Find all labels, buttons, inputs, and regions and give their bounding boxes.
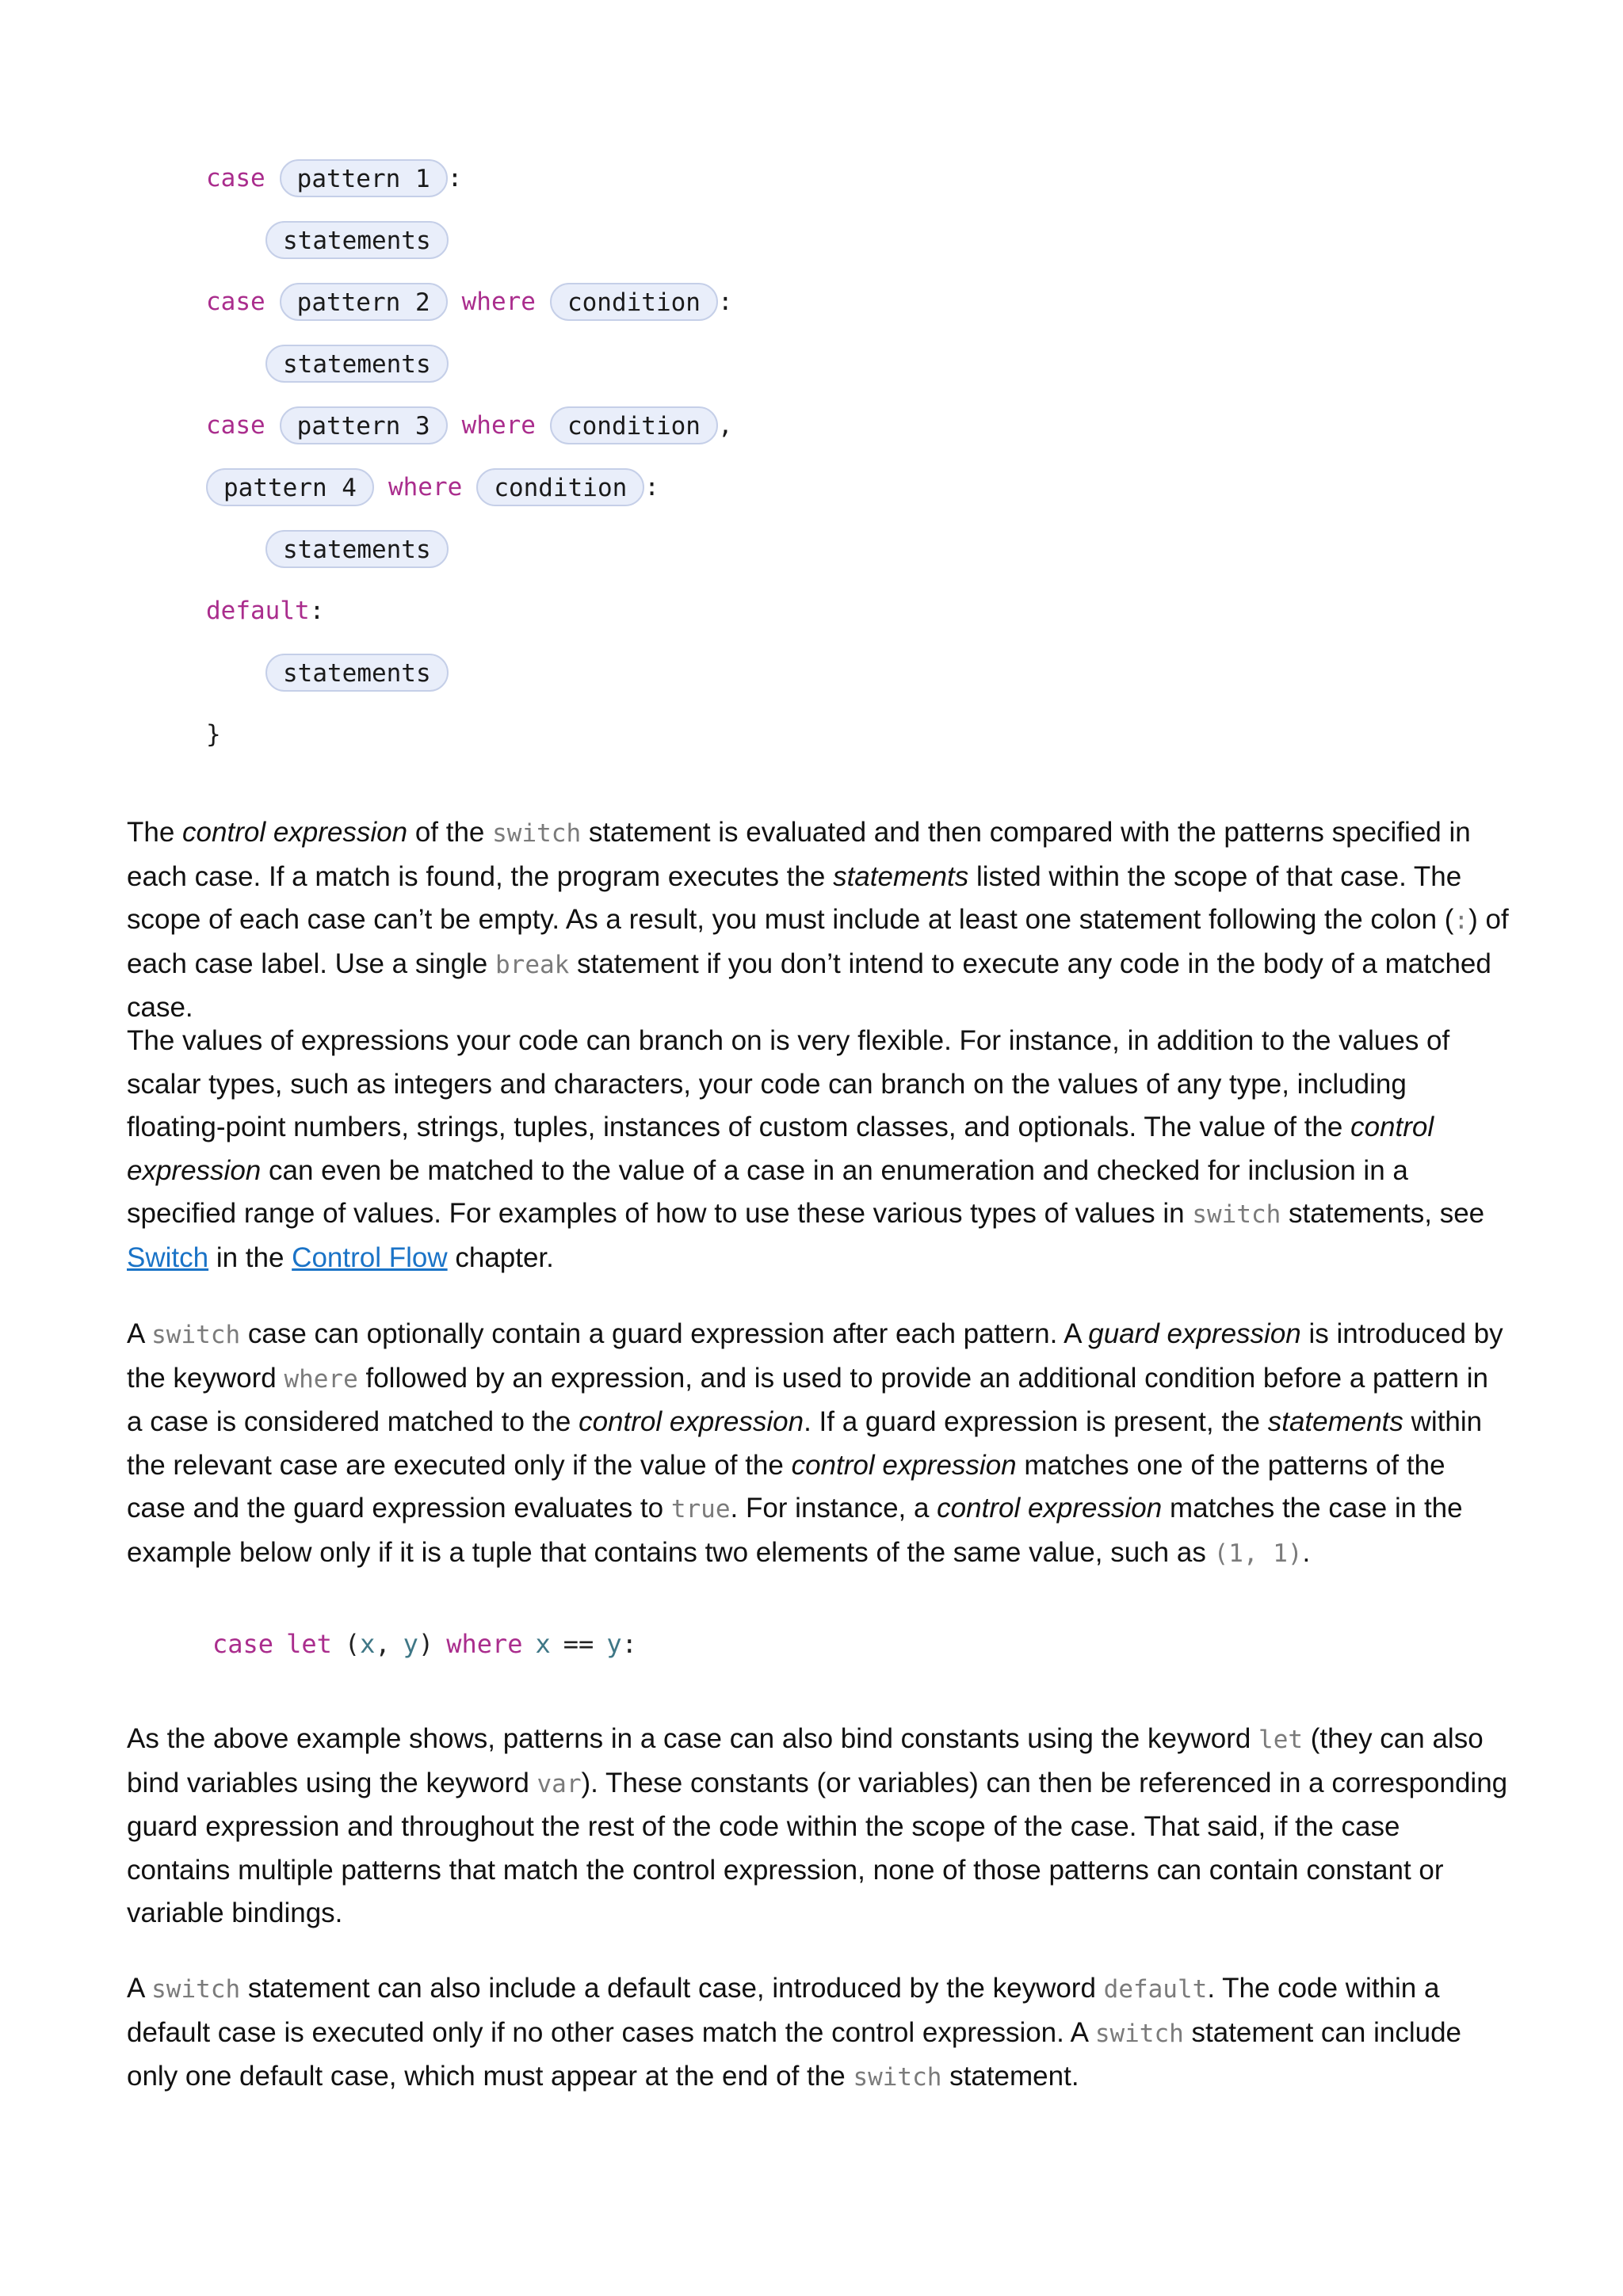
case-keyword: case [206, 288, 265, 316]
inline-code: var [537, 1769, 582, 1798]
text: within the relevant case are executed only if the value of the [127, 1406, 1483, 1481]
statements-placeholder: statements [265, 221, 449, 259]
pattern-placeholder: pattern 3 [280, 406, 448, 444]
inline-code: switch [853, 2063, 942, 2092]
variable-x: x [360, 1629, 376, 1659]
inline-code: switch [492, 819, 582, 848]
colon: : [309, 597, 325, 625]
default-keyword: default [206, 597, 310, 625]
text: As the above example shows, patterns in a case can also bind constants using the keyword [127, 1723, 1259, 1754]
case-keyword: case [212, 1629, 274, 1659]
text: in the [208, 1241, 292, 1273]
emphasis: control expression [937, 1493, 1163, 1524]
paragraph-branch-values [127, 1020, 1510, 1280]
colon: : [621, 1629, 637, 1659]
syntax-line-case-3 [206, 403, 733, 448]
text: chapter. [447, 1241, 554, 1273]
colon: : [644, 473, 659, 502]
condition-placeholder: condition [550, 283, 718, 321]
inline-code: (1, 1) [1213, 1539, 1303, 1568]
emphasis: control expression [182, 817, 408, 848]
variable-y: y [403, 1629, 418, 1659]
emphasis: control expression [791, 1449, 1017, 1481]
where-keyword: where [446, 1629, 523, 1659]
text: . [1302, 1536, 1311, 1568]
text: matches the case in the example below only if it is a tuple that contains two elements of the same value, such as [127, 1493, 1463, 1568]
text: statement can also include a default case, introduced by the keyword [240, 1973, 1104, 2004]
text: matches one of the patterns of the case and the guard expression evaluates to [127, 1449, 1445, 1524]
switch-link[interactable]: Switch [127, 1241, 209, 1273]
control-flow-link[interactable]: Control Flow [292, 1241, 448, 1273]
text: can even be matched to the value of a case in an enumeration and checked for inclusion in a specified range of values. For examples of how to use these various types of values in [127, 1154, 1408, 1229]
inline-code: switch [1094, 2019, 1184, 2048]
syntax-line-case-2 [206, 280, 733, 324]
text: A [127, 1973, 152, 2004]
pattern-placeholder: pattern 4 [206, 468, 374, 506]
text: A [127, 1318, 152, 1349]
let-keyword: let [286, 1629, 332, 1659]
comma: , [717, 411, 733, 440]
text: statement can include only one default case, which must appear at the end of the [127, 2016, 1462, 2092]
text: statement if you don’t intend to execute any code in the body of a matched case. [127, 948, 1491, 1023]
inline-code: switch [151, 1321, 241, 1349]
pattern-placeholder: pattern 1 [280, 159, 448, 197]
syntax-line-default [206, 589, 324, 633]
close-paren: ) [418, 1629, 434, 1659]
syntax-line-pattern-4 [206, 465, 659, 509]
syntax-line-statements-4 [265, 650, 449, 695]
comma: , [375, 1629, 391, 1659]
emphasis: guard expression [1088, 1318, 1301, 1349]
where-keyword: where [461, 411, 536, 440]
where-keyword: where [461, 288, 536, 316]
text: . The code within a default case is executed only if no other cases match the control expression. A [127, 1973, 1440, 2048]
condition-placeholder: condition [550, 406, 718, 444]
colon: : [447, 164, 463, 193]
text: The [127, 817, 183, 848]
text: is introduced by the keyword [127, 1318, 1503, 1394]
text: ) of each case label. Use a single [127, 904, 1509, 979]
text: statement is evaluated and then compared with the patterns specified in each case. If a match is found, the program executes the [127, 817, 1471, 892]
syntax-line-case-1 [206, 156, 462, 200]
case-keyword: case [206, 164, 265, 193]
case-keyword: case [206, 411, 265, 440]
open-paren: ( [344, 1629, 361, 1659]
condition-placeholder: condition [476, 468, 644, 506]
variable-y: y [606, 1629, 622, 1659]
emphasis: statements [1267, 1406, 1403, 1437]
inline-code: switch [151, 1975, 241, 2004]
variable-x: x [535, 1629, 551, 1659]
paragraph-guard-expression [127, 1313, 1510, 1575]
text: . If a guard expression is present, the [804, 1406, 1268, 1437]
inline-code: where [284, 1364, 358, 1394]
colon: : [717, 288, 733, 316]
text: statement. [941, 2061, 1079, 2092]
statements-placeholder: statements [265, 530, 449, 568]
paragraph-binding-constants [127, 1718, 1510, 1936]
syntax-line-statements-1 [265, 218, 449, 262]
emphasis: statements [833, 860, 969, 892]
text: . For instance, a [730, 1493, 938, 1524]
text: statements, see [1281, 1198, 1485, 1229]
inline-code: let [1258, 1726, 1304, 1754]
pattern-placeholder: pattern 2 [280, 283, 448, 321]
text: ). These constants (or variables) can then be referenced in a corresponding guard expression and throughout the rest of the code within the scope of the case. That said, if the case contains multiple patterns that match the control expression, none of those patterns can contain constant or variable bindings. [127, 1767, 1508, 1928]
syntax-line-statements-2 [265, 341, 449, 386]
paragraph-control-expression [127, 811, 1510, 1030]
text: listed within the scope of that case. The scope of each case can’t be empty. As a result, you must include at least one statement following the colon ( [127, 860, 1462, 935]
syntax-line-close-brace [206, 712, 221, 757]
text: The values of expressions your code can branch on is very flexible. For instance, in addition to the values of scalar types, such as integers and characters, your code can branch on the values of any type, including floating-point numbers, strings, tuples, instances of custom classes, and optionals. The value of the [127, 1025, 1450, 1142]
statements-placeholder: statements [265, 654, 449, 692]
inline-code: switch [1192, 1200, 1281, 1229]
text: of the [407, 817, 493, 848]
paragraph-default-case [127, 1967, 1510, 2100]
inline-code: : [1453, 906, 1469, 935]
emphasis: control expression [127, 1112, 1434, 1186]
emphasis: control expression [579, 1406, 804, 1437]
inline-code: true [670, 1495, 731, 1524]
inline-code: break [495, 950, 570, 979]
text: followed by an expression, and is used to provide an additional condition before a pattern in a case is considered matched to the [127, 1362, 1488, 1437]
inline-code: default [1103, 1975, 1208, 2004]
close-brace: } [206, 720, 221, 749]
where-keyword: where [388, 473, 463, 502]
text: case can optionally contain a guard expression after each pattern. A [240, 1318, 1089, 1349]
syntax-line-statements-3 [265, 527, 449, 571]
equality-operator: == [563, 1629, 594, 1659]
text: (they can also bind variables using the keyword [127, 1723, 1484, 1798]
statements-placeholder: statements [265, 345, 449, 383]
example-code-line [212, 1623, 637, 1665]
